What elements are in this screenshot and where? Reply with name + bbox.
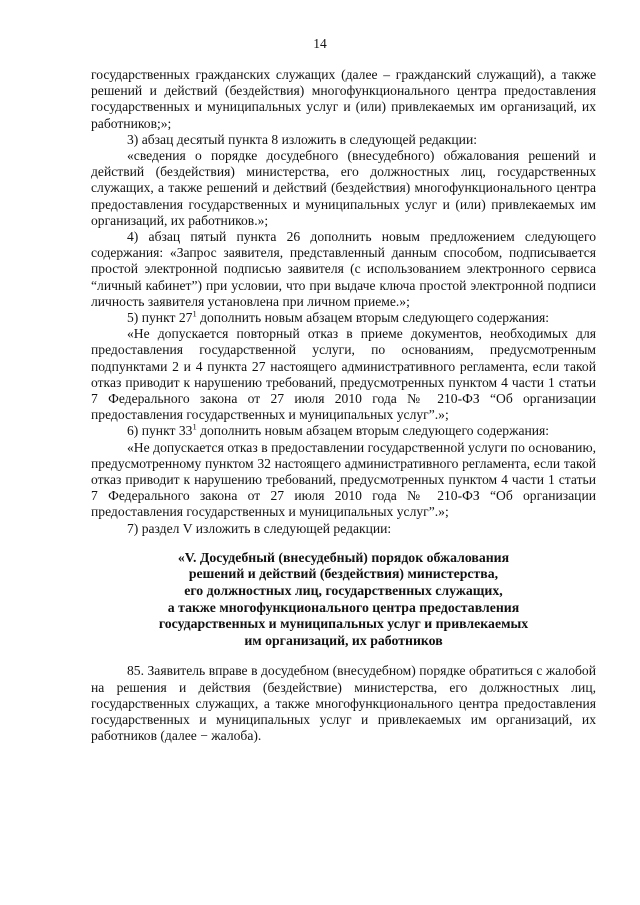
paragraph-item-5	[91, 310, 596, 326]
document-body	[91, 67, 596, 744]
paragraph-item-7: 7) раздел V изложить в следующей редакции:	[127, 520, 392, 536]
heading-line: «V. Досудебный (внесудебный) порядок обжалования	[177, 549, 510, 565]
page-number: 14	[313, 36, 327, 51]
paragraph-quote-item-6: «Не допускается отказ в предоставлении государственной услуги по основанию, предусмотренному пунктом 32 настоящего административного регламента, если такой отказ приводит к нарушению требований, предусмотренных пунктом 4 части 1 статьи 7 Федерального закона от 27 июля 2010 года № 210-ФЗ “Об организации предоставления государственных и муниципальных услуг”.»;	[91, 439, 596, 520]
section-heading	[91, 550, 596, 650]
item-5-superscript: 1	[192, 308, 197, 319]
paragraph-item-3: 3) абзац десятый пункта 8 изложить в следующей редакции:	[127, 131, 478, 147]
paragraph-85: 85. Заявитель вправе в досудебном (внесудебном) порядке обратиться с жалобой на решения и действия (бездействие) министерства, его должностных лиц, государственных служащих, а также многофункционального центра предоставления государственных и муниципальных услуг и привлекаемых им организаций, их работников (далее − жалоба).	[91, 663, 596, 744]
paragraph-quote-item-5: «Не допускается повторный отказ в приеме документов, необходимых для предоставления государственной услуги, по основаниям, предусмотренным подпунктами 2 и 4 пункта 27 настоящего административного регламента, если такой отказ приводит к нарушению требований, предусмотренных пунктом 4 части 1 статьи 7 Федерального закона от 27 июля 2010 года № 210-ФЗ “Об организации предоставления государственных и муниципальных услуг”.»;	[91, 326, 596, 423]
paragraph-item-6	[91, 423, 596, 439]
heading-line: его должностных лиц, государственных служащих,	[184, 583, 503, 599]
heading-line: решений и действий (бездействия) министерства,	[188, 566, 499, 582]
paragraph-quote-item-3: «сведения о порядке досудебного (внесудебного) обжалования решений и действий (бездействия) министерства, его должностных лиц, государственных служащих, а также решений и действий (бездействия) многофункционального центра предоставления государственных и муниципальных услуг и (или) привлекаемых им организаций, их работников.»;	[91, 148, 596, 228]
paragraph-continuation: государственных гражданских служащих (далее – гражданский служащий), а также решений и действий (бездействия) многофункционального центра предоставления государственных и муниципальных услуг и (или) привлекаемых им организаций, их работников;»;	[91, 67, 596, 131]
heading-line: государственных и муниципальных услуг и привлекаемых	[158, 616, 529, 632]
heading-line: а также многофункционального центра предоставления	[167, 599, 520, 615]
item-6-text-before: 6) пункт 33	[127, 423, 193, 439]
heading-line: им организаций, их работников	[244, 632, 443, 648]
item-6-superscript: 1	[192, 421, 197, 432]
paragraph-item-4: 4) абзац пятый пункта 26 дополнить новым предложением следующего содержания: «Запрос заявителя, представленный данным способом, подписывается простой электронной подписью заявителя (с использованием электронного сервиса “личный кабинет”) при условии, что при выдаче ключа простой электронной подписи личность заявителя установлена при личном приеме.»;	[91, 229, 596, 309]
item-5-text-before: 5) пункт 27	[127, 310, 193, 326]
item-5-text-after: дополнить новым абзацем вторым следующего содержания:	[196, 310, 550, 326]
item-6-text-after: дополнить новым абзацем вторым следующего содержания:	[196, 423, 550, 439]
